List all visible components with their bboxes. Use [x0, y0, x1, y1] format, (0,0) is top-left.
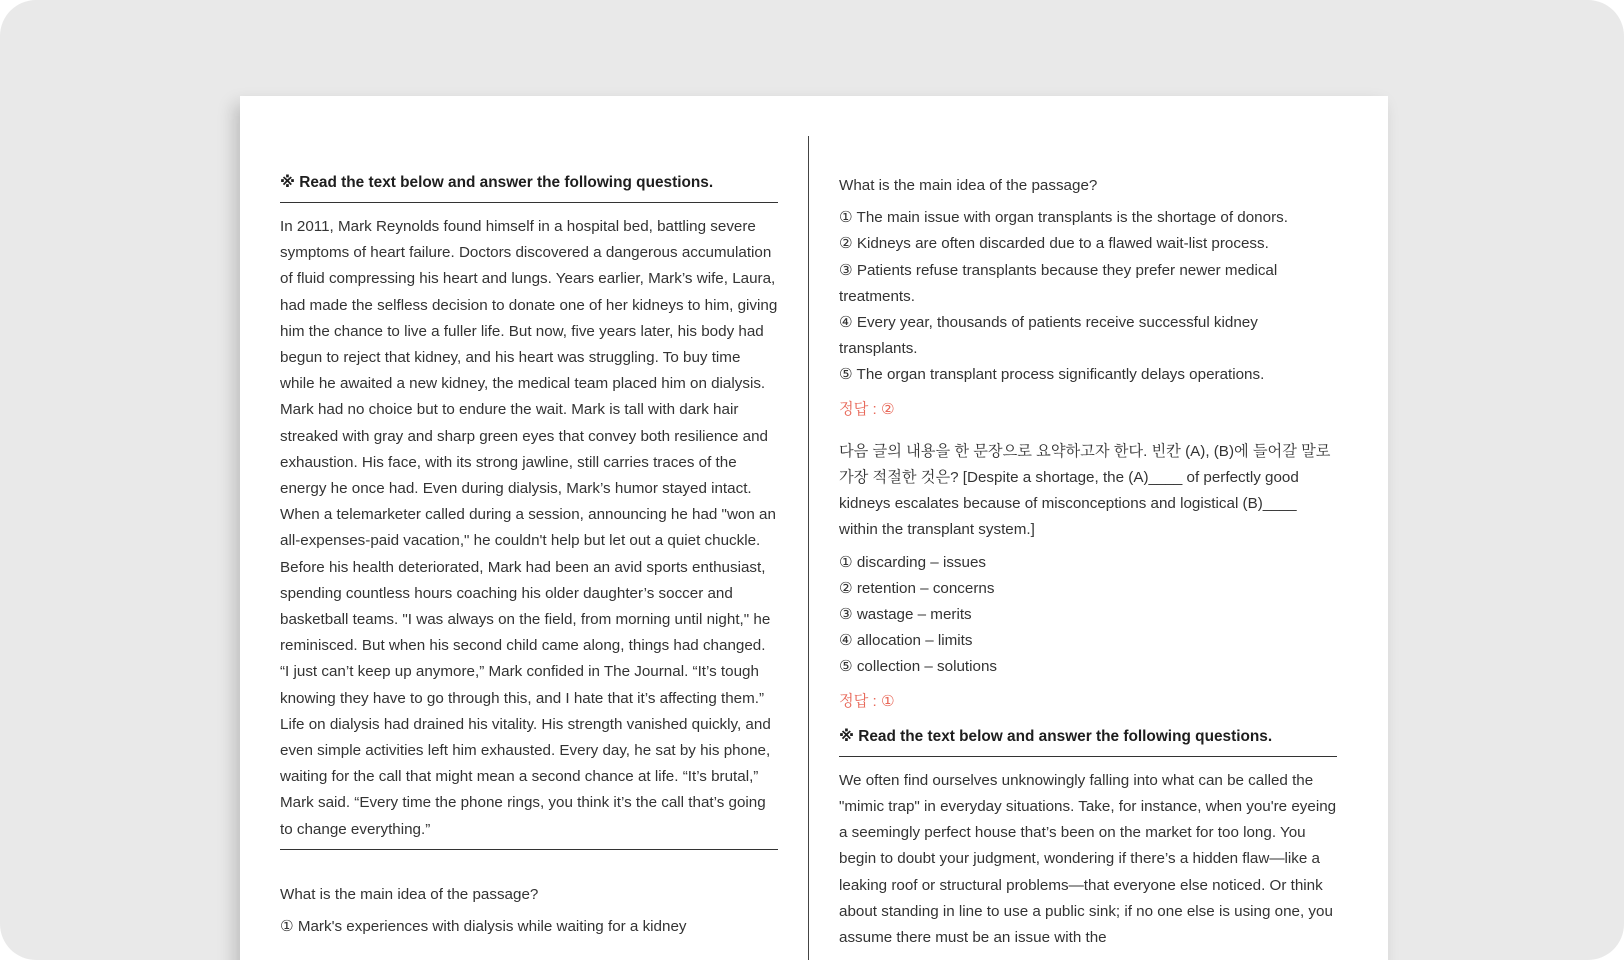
answer-option: ① The main issue with organ transplants is the shortage of donors.: [839, 209, 1288, 227]
document-page: [240, 96, 1388, 960]
question-text: 다음 글의 내용을 한 문장으로 요약하고자 한다. 빈칸 (A), (B)에 들어갈 말로 가장 적절한 것은? [Despite a shortage, the (A)____ of perfectly good kidneys escalates because of misconceptions and logistical (B)____ within the transplant system.]: [839, 442, 1331, 539]
answer-options: [839, 550, 1337, 681]
answer-option: ③ Patients refuse transplants because they prefer newer medical treatments.: [839, 261, 1278, 305]
answer-options: [280, 914, 778, 940]
answer-option: ① Mark's experiences with dialysis while waiting for a kidney: [280, 918, 687, 936]
answer-key: 정답 : ②: [839, 400, 895, 418]
reading-passage: We often find ourselves unknowingly falling into what can be called the "mimic trap" in everyday situations. Take, for instance, when you're eyeing a seemingly perfect house that’s been on the market for too long. You begin to doubt your judgment, wondering if there’s a hidden flaw—like a leaking roof or structural problems—that everyone else noticed. Or think about standing in line to use a public sink; if no one else is using one, you assume there must be an issue with the: [839, 771, 1337, 947]
answer-options: [839, 205, 1337, 388]
question-text: What is the main idea of the passage?: [839, 177, 1098, 194]
answer-option: ④ allocation – limits: [839, 632, 973, 650]
right-column: [839, 173, 1337, 957]
column-divider: [808, 136, 809, 960]
answer-key: 정답 : ①: [839, 692, 895, 710]
answer-option: ⑤ The organ transplant process significantly delays operations.: [839, 366, 1265, 384]
answer-option: ① discarding – issues: [839, 553, 986, 571]
section-instruction: ※ Read the text below and answer the following questions.: [839, 727, 1337, 757]
reading-passage: In 2011, Mark Reynolds found himself in a hospital bed, battling severe symptoms of heart failure. Doctors discovered a dangerous accumulation of fluid compressing his heart and lungs. Years earlier, Mark’s wife, Laura, had made the selfless decision to donate one of her kidneys to him, giving him the chance to live a fuller life. But now, five years later, his body had begun to reject that kidney, and his heart was struggling. To buy time while he awaited a new kidney, the medical team placed him on dialysis. Mark had no choice but to endure the wait. Mark is tall with dark hair streaked with gray and sharp green eyes that convey both resilience and exhaustion. His face, with its strong jawline, still carries traces of the energy he once had. Even during dialysis, Mark’s humor stayed intact. When a telemarketer called during a session, announcing he had "won an all-expenses-paid vacation," he couldn't help but let out a quiet chuckle. Before his health deteriorated, Mark had been an avid sports enthusiast, spending countless hours coaching his older daughter’s soccer and basketball teams. "I was always on the field, from morning until night," he reminisced. But when his second child came along, things had changed. “I just can’t keep up anymore,” Mark confided in The Journal. “It’s tough knowing they have to go through this, and I hate that it’s affecting them.” Life on dialysis had drained his vitality. His strength vanished quickly, and even simple activities left him exhausted. Every day, he sat by his phone, waiting for the call that might mean a second chance at life. “It’s brutal,” Mark said. “Every time the phone rings, you think it’s the call that’s going to change everything.”: [280, 214, 778, 850]
answer-option: ⑤ collection – solutions: [839, 658, 997, 676]
question-text: What is the main idea of the passage?: [280, 885, 539, 903]
left-column: [280, 173, 778, 940]
answer-option: ④ Every year, thousands of patients receive successful kidney transplants.: [839, 314, 1258, 358]
answer-option: ② retention – concerns: [839, 579, 995, 597]
section-instruction: ※ Read the text below and answer the following questions.: [280, 173, 778, 203]
answer-option: ② Kidneys are often discarded due to a flawed wait-list process.: [839, 235, 1269, 253]
answer-option: ③ wastage – merits: [839, 606, 972, 624]
